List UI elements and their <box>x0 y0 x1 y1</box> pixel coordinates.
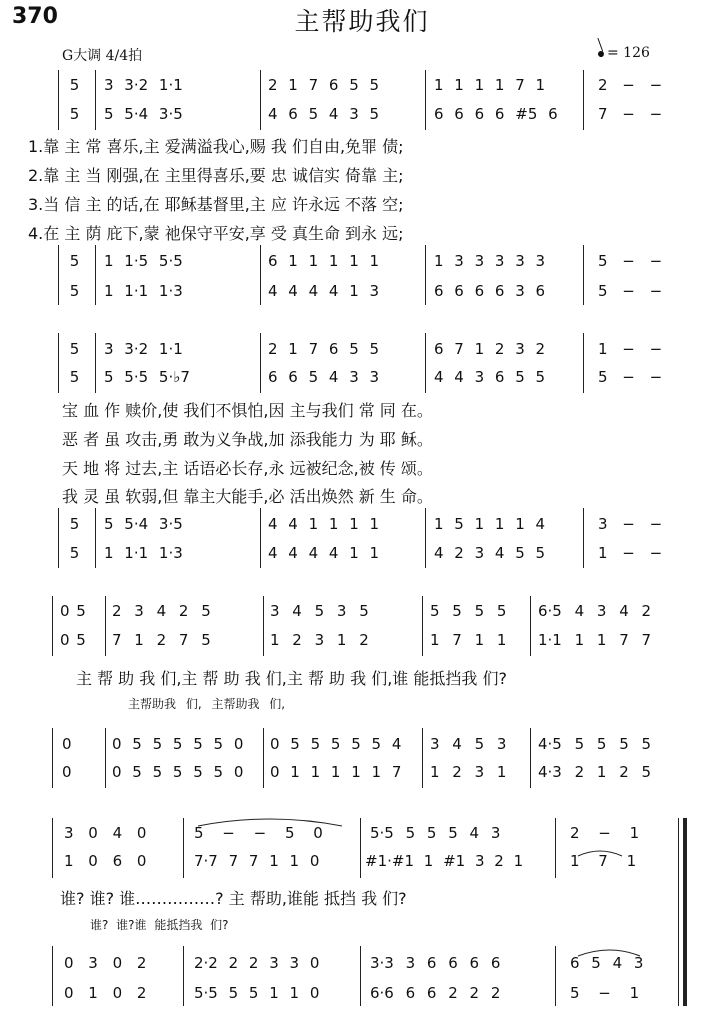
tie-arc <box>198 819 342 826</box>
key-meter: G大调 4/4拍 <box>62 48 143 64</box>
staff-line: 5 − − <box>598 368 663 386</box>
verse-1-line-a: 1.靠 主 常 喜乐,主 爱满溢我心,赐 我 们自由,免罪 债; <box>28 137 404 156</box>
staff-line: 0 <box>62 763 72 781</box>
staff-line: 1 7 1 <box>570 852 637 870</box>
note-token: 5 <box>69 515 80 533</box>
staff-line: 0 5 <box>60 602 86 620</box>
staff-line: 3 4 5 3 5 <box>270 602 369 620</box>
staff-line: 5 − − 5 0 <box>194 824 323 842</box>
chorus-sub-lyric-1: 主帮助我 们, 主帮助我 们, <box>128 697 286 711</box>
chorus-lyric-1: 主 帮 助 我 们,主 帮 助 我 们,主 帮 助 我 们,谁 能抵挡我 们? <box>76 669 507 688</box>
staff-line: 0 <box>62 735 72 753</box>
staff-line: 2 1 7 6 5 5 <box>268 76 380 94</box>
staff-line: 6 7 1 2 3 2 <box>434 340 546 358</box>
verse-2-line-a: 2.靠 主 当 刚强,在 主里得喜乐,要 忠 诚信实 倚靠 主; <box>28 166 404 185</box>
staff-line: 6 6 5 4 3 3 <box>268 368 380 386</box>
staff-line: 6 1 1 1 1 1 <box>268 252 380 270</box>
hymn-number: 370 <box>12 4 58 29</box>
staff-line: 5 5·4 3·5 <box>104 515 183 533</box>
chorus-lyric-2: 谁? 谁? 谁……………? 主 帮助,谁能 抵挡 我 们? <box>60 889 407 908</box>
tie-arc <box>578 950 640 956</box>
staff-line: 4 6 5 4 3 5 <box>268 105 380 123</box>
staff-line: 0 1 1 1 1 1 7 <box>270 763 402 781</box>
note-token: 5 <box>69 282 80 300</box>
staff-line: 0 5 5 5 5 5 0 <box>112 763 244 781</box>
staff-line: 2 − 1 <box>570 824 640 842</box>
staff-line: 2 − − <box>598 76 663 94</box>
staff-line: 3 0 4 0 <box>64 824 147 842</box>
staff-line: 7·7 7 7 1 1 0 <box>194 852 320 870</box>
page-title: 主帮助我们 <box>294 7 430 36</box>
note-token: 5 <box>69 544 80 562</box>
staff-line: 6 5 4 3 <box>570 954 644 972</box>
note-token: 5 <box>69 368 80 386</box>
staff-line: 4·3 2 1 2 5 <box>538 763 652 781</box>
staff-line: 1 2 3 1 <box>430 763 507 781</box>
verse-4-line-b: 我 灵 虽 软弱,但 靠主大能手,必 活出焕然 新 生 命。 <box>62 487 433 506</box>
staff-line: 1 1 1 1 7 1 <box>434 76 546 94</box>
staff-line: 6 6 6 6 3 6 <box>434 282 546 300</box>
staff-line: 0 3 0 2 <box>64 954 147 972</box>
staff-line: 4 4 3 6 5 5 <box>434 368 546 386</box>
tempo-value: = 126 <box>607 45 650 61</box>
note-token: 5 <box>69 76 80 94</box>
staff-line: 1 2 3 1 2 <box>270 631 369 649</box>
staff-line: 3 − − <box>598 515 663 533</box>
staff-line: 0 5 <box>60 631 86 649</box>
staff-line: 1 1·1 1·3 <box>104 282 183 300</box>
note-token: 5 <box>69 105 80 123</box>
staff-line: 7 1 2 7 5 <box>112 631 211 649</box>
staff-line: 0 5 5 5 5 5 0 <box>112 735 244 753</box>
staff-line: 2 1 7 6 5 5 <box>268 340 380 358</box>
staff-line: 7 − − <box>598 105 663 123</box>
staff-line: 5 5·5 5·♭7 <box>104 368 190 386</box>
note-token: 5 <box>69 252 80 270</box>
tie-arc <box>578 851 622 856</box>
staff-line: 3 3·2 1·1 <box>104 340 183 358</box>
staff-line: 6·5 4 3 4 2 <box>538 602 652 620</box>
staff-line: 2 3 4 2 5 <box>112 602 211 620</box>
staff-line: 2·2 2 2 3 3 0 <box>194 954 320 972</box>
staff-line: 3 3·2 1·1 <box>104 76 183 94</box>
staff-line: 6 6 6 6 #5 6 <box>434 105 558 123</box>
staff-line: 1 − − <box>598 340 663 358</box>
staff-line: 1 7 1 1 <box>430 631 507 649</box>
staff-line: 1 5 1 1 1 4 <box>434 515 546 533</box>
staff-line: 1 − − <box>598 544 663 562</box>
staff-line: 0 5 5 5 5 5 4 <box>270 735 402 753</box>
staff-line: 1 0 6 0 <box>64 852 147 870</box>
staff-line: 1·1 1 1 7 7 <box>538 631 652 649</box>
staff-line: 5 − − <box>598 252 663 270</box>
staff-line: 5·5 5 5 5 4 3 <box>370 824 501 842</box>
staff-line: 3·3 3 6 6 6 6 <box>370 954 501 972</box>
staff-line: 4 4 1 1 1 1 <box>268 515 380 533</box>
note-token: 5 <box>69 340 80 358</box>
staff-line: 1 1·1 1·3 <box>104 544 183 562</box>
staff-line: 1 3 3 3 3 3 <box>434 252 546 270</box>
staff-line: 5 5·4 3·5 <box>104 105 183 123</box>
chorus-sub-lyric-2: 谁? 谁?谁 能抵挡我 们? <box>90 918 229 932</box>
verse-1-line-b: 宝 血 作 赎价,使 我们不惧怕,因 主与我们 常 同 在。 <box>62 401 433 420</box>
staff-line: 4·5 5 5 5 5 <box>538 735 652 753</box>
verse-3-line-b: 天 地 将 过去,主 话语必长存,永 远被纪念,被 传 颂。 <box>62 459 433 478</box>
staff-line: 1 1·5 5·5 <box>104 252 183 270</box>
staff-line: 4 4 4 4 1 3 <box>268 282 380 300</box>
staff-line: #1·#1 1 #1 3 2 1 <box>365 852 524 870</box>
staff-line: 5·5 5 5 1 1 0 <box>194 984 320 1002</box>
verse-2-line-b: 恶 者 虽 攻击,勇 敢为义争战,加 添我能力 为 耶 稣。 <box>62 430 433 449</box>
verse-4-line-a: 4.在 主 荫 庇下,蒙 祂保守平安,享 受 真生命 到永 远; <box>28 224 404 243</box>
staff-line: 6·6 6 6 2 2 2 <box>370 984 501 1002</box>
staff-line: 4 2 3 4 5 5 <box>434 544 546 562</box>
staff-line: 5 − − <box>598 282 663 300</box>
verse-3-line-a: 3.当 信 主 的话,在 耶稣基督里,主 应 许永远 不落 空; <box>28 195 404 214</box>
staff-line: 4 4 4 4 1 1 <box>268 544 380 562</box>
staff-line: 3 4 5 3 <box>430 735 507 753</box>
staff-line: 0 1 0 2 <box>64 984 147 1002</box>
staff-line: 5 5 5 5 <box>430 602 507 620</box>
staff-line: 5 − 1 <box>570 984 640 1002</box>
